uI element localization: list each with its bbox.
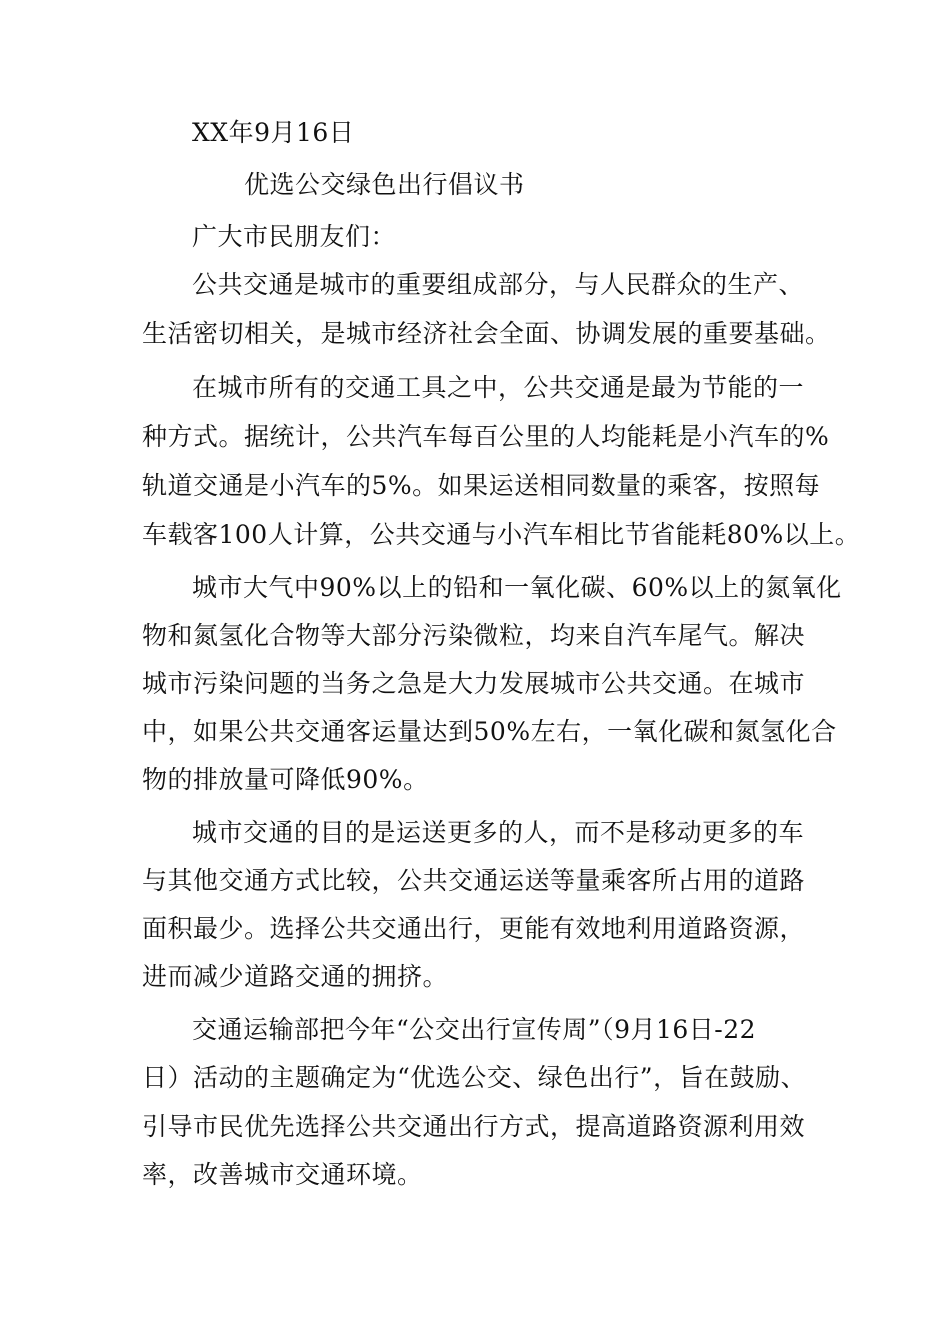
paragraph-line: 进而减少道路交通的拥挤。 (142, 962, 449, 991)
paragraph-line: 引导市民优先选择公共交通出行方式，提高道路资源利用效 (142, 1112, 806, 1141)
paragraph-line: 公共交通是城市的重要组成部分，与人民群众的生产、 (192, 270, 805, 299)
paragraph-line: 物和氮氢化合物等大部分污染微粒，均来自汽车尾气。解决 (142, 621, 806, 650)
paragraph-line: 车载客100人计算，公共交通与小汽车相比节省能耗80%以上。 (142, 520, 861, 549)
paragraph-line: 轨道交通是小汽车的5%。如果运送相同数量的乘客，按照每 (142, 471, 821, 500)
document-title: 优选公交绿色出行倡议书 (244, 170, 525, 199)
paragraph-line: 与其他交通方式比较，公共交通运送等量乘客所占用的道路 (142, 866, 806, 895)
paragraph-line: 生活密切相关，是城市经济社会全面、协调发展的重要基础。 (142, 319, 831, 348)
paragraph-line: 日）活动的主题确定为“优选公交、绿色出行”，旨在鼓励、 (142, 1063, 807, 1092)
paragraph-line: 率，改善城市交通环境。 (142, 1160, 423, 1189)
paragraph-line: 面积最少。选择公共交通出行，更能有效地利用道路资源， (142, 914, 806, 943)
paragraph-line: 交通运输部把今年“公交出行宣传周”（9月16日-22 (192, 1015, 757, 1044)
paragraph-line: 中，如果公共交通客运量达到50%左右，一氧化碳和氮氢化合 (142, 717, 837, 746)
paragraph-line: 物的排放量可降低90%。 (142, 765, 429, 794)
paragraph-line: 城市污染问题的当务之急是大力发展城市公共交通。在城市 (142, 669, 806, 698)
paragraph-line: 城市交通的目的是运送更多的人，而不是移动更多的车 (192, 818, 805, 847)
document-salutation: 广大市民朋友们： (192, 222, 397, 251)
document-date: XX年9月16日 (192, 118, 355, 147)
paragraph-line: 种方式。据统计，公共汽车每百公里的人均能耗是小汽车的% (142, 422, 830, 451)
paragraph-line: 在城市所有的交通工具之中，公共交通是最为节能的一 (192, 373, 805, 402)
paragraph-line: 城市大气中90%以上的铅和一氧化碳、60%以上的氮氧化 (192, 573, 842, 602)
